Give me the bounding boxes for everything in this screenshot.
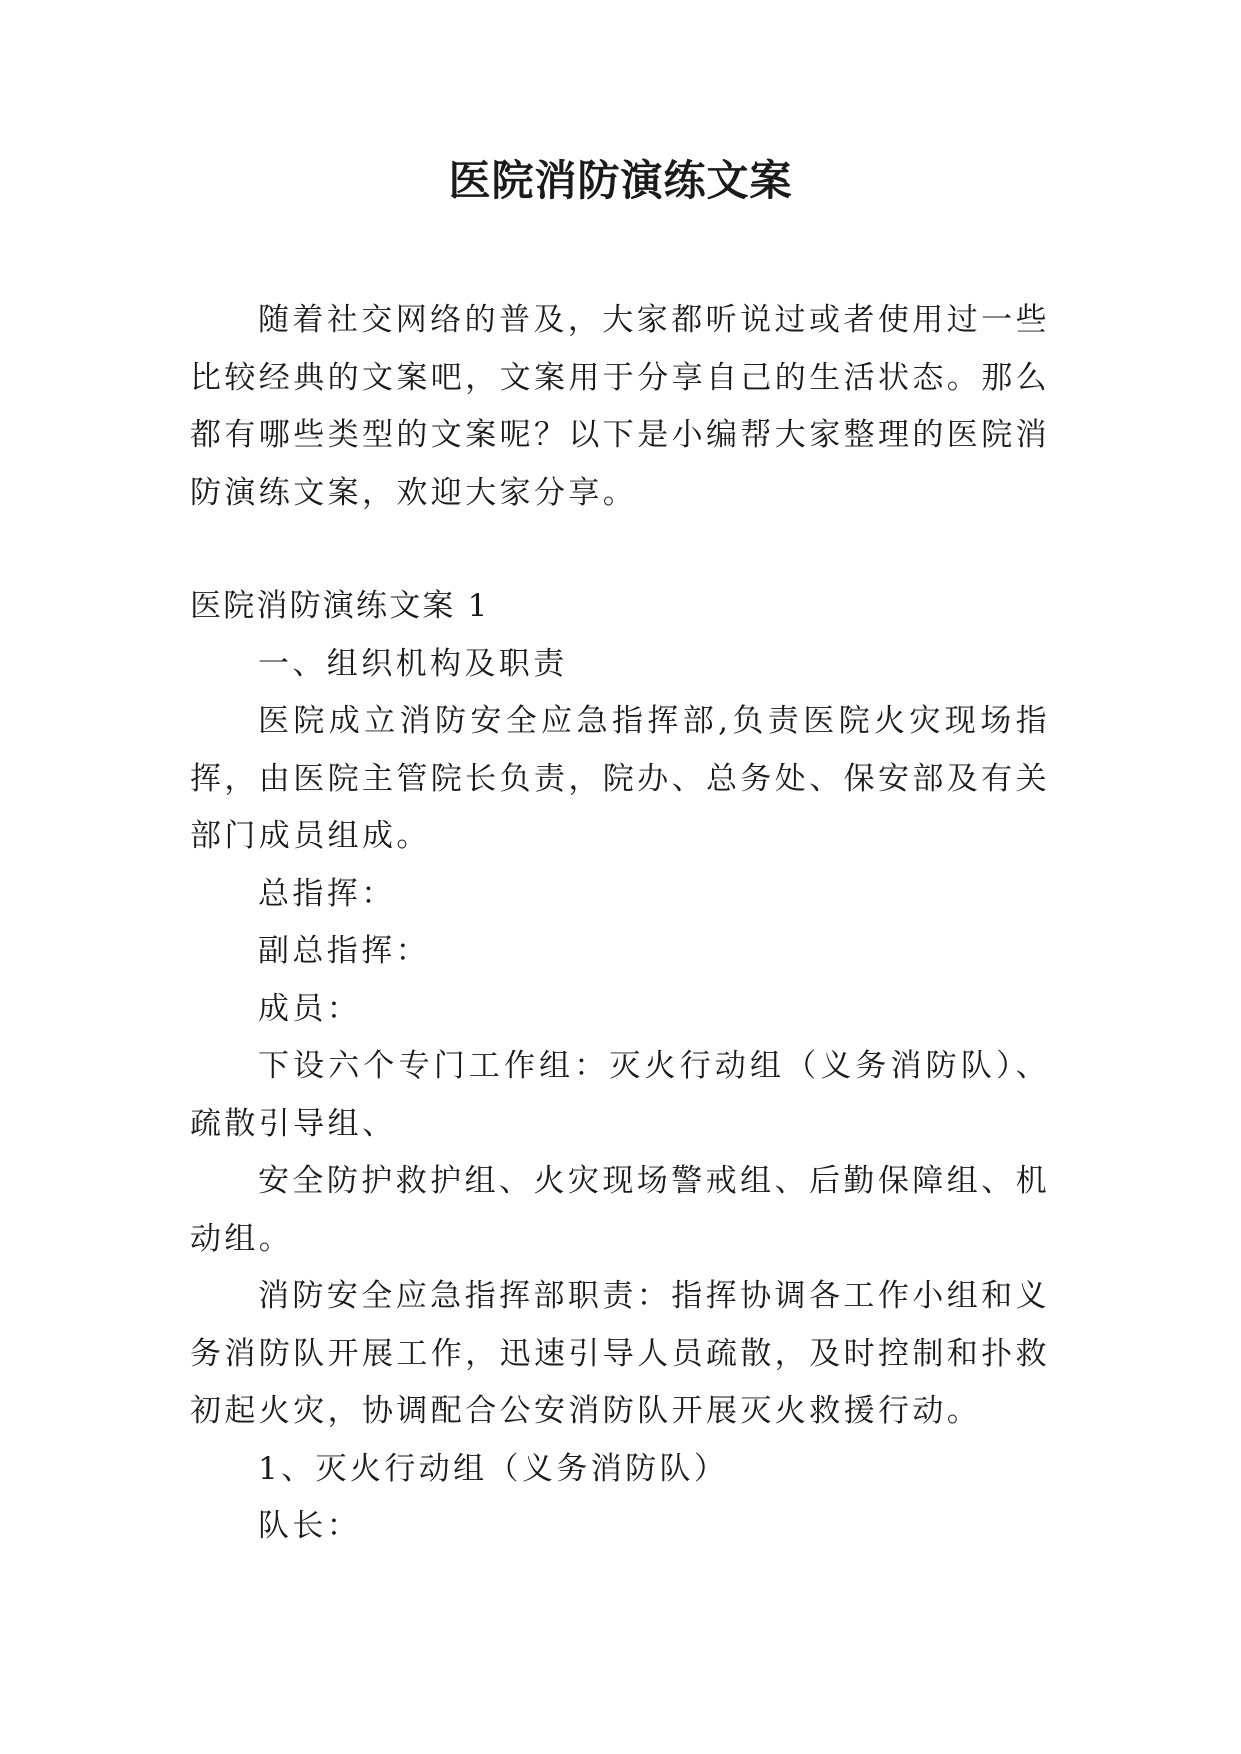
body-paragraph: 安全防护救护组、火灾现场警戒组、后勤保障组、机动组。: [190, 1163, 1050, 1257]
field-members: 成员：: [258, 990, 362, 1027]
field-deputy-commander: 副总指挥：: [258, 933, 430, 969]
subheading-fire-team: 1、灭火行动组（义务消防队）: [258, 1450, 729, 1487]
heading-org-structure: 一、组织机构及职责: [258, 645, 568, 682]
body-paragraph: 医院成立消防安全应急指挥部,负责医院火灾现场指挥，由医院主管院长负责，院办、总务处、保安部及有关部门成员组成。: [190, 703, 1050, 854]
body-paragraph: 消防安全应急指挥部职责：指挥协调各工作小组和义务消防队开展工作，迅速引导人员疏散，及时控制和扑救初起火灾，协调配合公安消防队开展灭火救援行动。: [190, 1278, 1050, 1429]
document-title: 医院消防演练文案: [448, 156, 793, 205]
body-paragraph: 下设六个专门工作组：灭火行动组（义务消防队）、疏散引导组、: [190, 1048, 1050, 1142]
section-title: 医院消防演练文案 1: [190, 588, 490, 624]
document-body: [190, 292, 1050, 1556]
field-team-leader: 队长：: [258, 1508, 362, 1544]
intro-paragraph: 随着社交网络的普及，大家都听说过或者使用过一些比较经典的文案吧，文案用于分享自己的生活状态。那么都有哪些类型的文案呢？以下是小编帮大家整理的医院消防演练文案，欢迎大家分享。: [190, 302, 1050, 511]
field-commander: 总指挥：: [258, 875, 396, 912]
